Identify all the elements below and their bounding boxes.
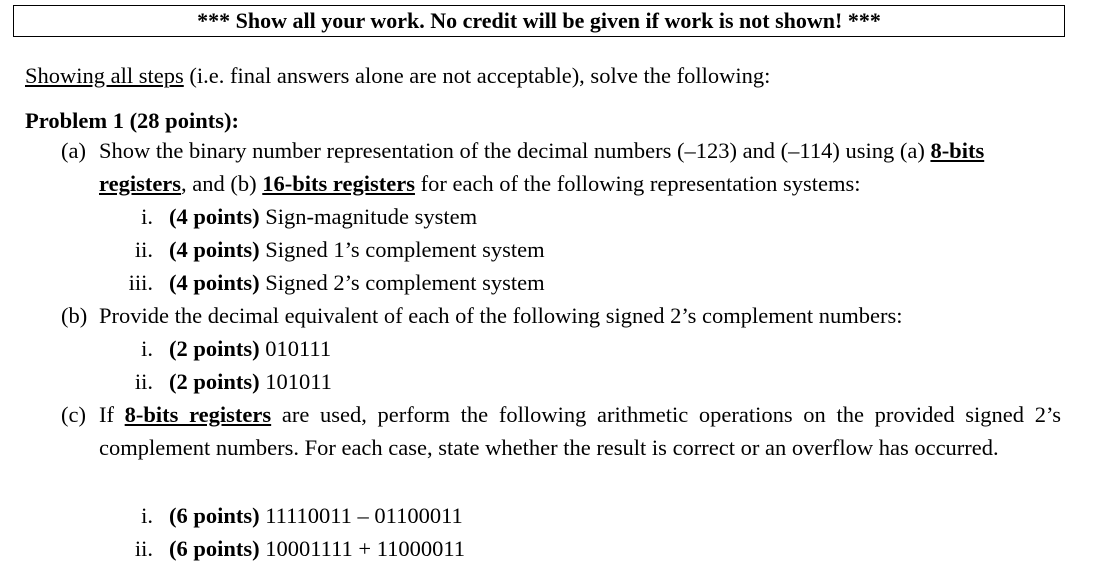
part-b-text: Provide the decimal equivalent of each of the following signed 2’s complement numbers: [99, 303, 903, 328]
part-a-text-1: Show the binary number representation of the decimal numbers (–123) and (–114) using (a) [99, 138, 931, 163]
item-points: (4 points) [169, 270, 260, 295]
item-points: (2 points) [169, 369, 260, 394]
part-c-emph-8bits: 8-bits registers [124, 402, 272, 427]
part-a [61, 134, 1061, 200]
item-text: 101011 [259, 369, 332, 394]
part-b [61, 299, 1061, 332]
instructions-banner: *** Show all your work. No credit will be given if work is not shown! *** [13, 5, 1065, 37]
item-number: i. [141, 204, 153, 229]
part-c-text-1: If [99, 402, 125, 427]
part-a-label: (a) [61, 138, 86, 163]
item-number: iii. [128, 270, 153, 295]
problem-1-title: Problem 1 (28 points): [25, 108, 239, 133]
item-text: Sign-magnitude system [259, 204, 478, 229]
part-c-text [99, 398, 1061, 464]
item-number: ii. [134, 536, 153, 561]
item-text: 11110011 – 01100011 [259, 503, 463, 528]
item-points: (2 points) [169, 336, 260, 361]
part-a-emph-8bits: 8-bits registers [99, 138, 985, 196]
intro-underlined: Showing all steps [25, 63, 184, 88]
item-number: i. [141, 336, 153, 361]
part-a-emph-16bits: 16-bits registers [262, 171, 415, 196]
part-a-text [99, 134, 1061, 200]
part-c [61, 398, 1061, 497]
part-c-label: (c) [61, 402, 86, 427]
item-points: (6 points) [169, 536, 260, 561]
intro-text: (i.e. final answers alone are not acceptable), solve the following: [183, 63, 771, 88]
item-points: (4 points) [169, 204, 260, 229]
item-number: ii. [134, 369, 153, 394]
item-text: Signed 1’s complement system [259, 237, 545, 262]
part-b-label: (b) [61, 303, 88, 328]
item-points: (6 points) [169, 503, 260, 528]
item-text: Signed 2’s complement system [259, 270, 545, 295]
item-text: 010111 [259, 336, 332, 361]
item-number: ii. [134, 237, 153, 262]
item-text: 10001111 + 11000011 [259, 536, 466, 561]
item-points: (4 points) [169, 237, 260, 262]
part-a-text-3: for each of the following representation systems: [414, 171, 861, 196]
item-number: i. [141, 503, 153, 528]
part-a-text-2: , and (b) [181, 171, 263, 196]
intro-line [25, 59, 770, 92]
part-c-text-2: are used, perform the following arithmetic operations on the provided signed 2’s complement numbers. For each case, state whether the result is correct or an overflow has occurred. [99, 402, 1061, 460]
